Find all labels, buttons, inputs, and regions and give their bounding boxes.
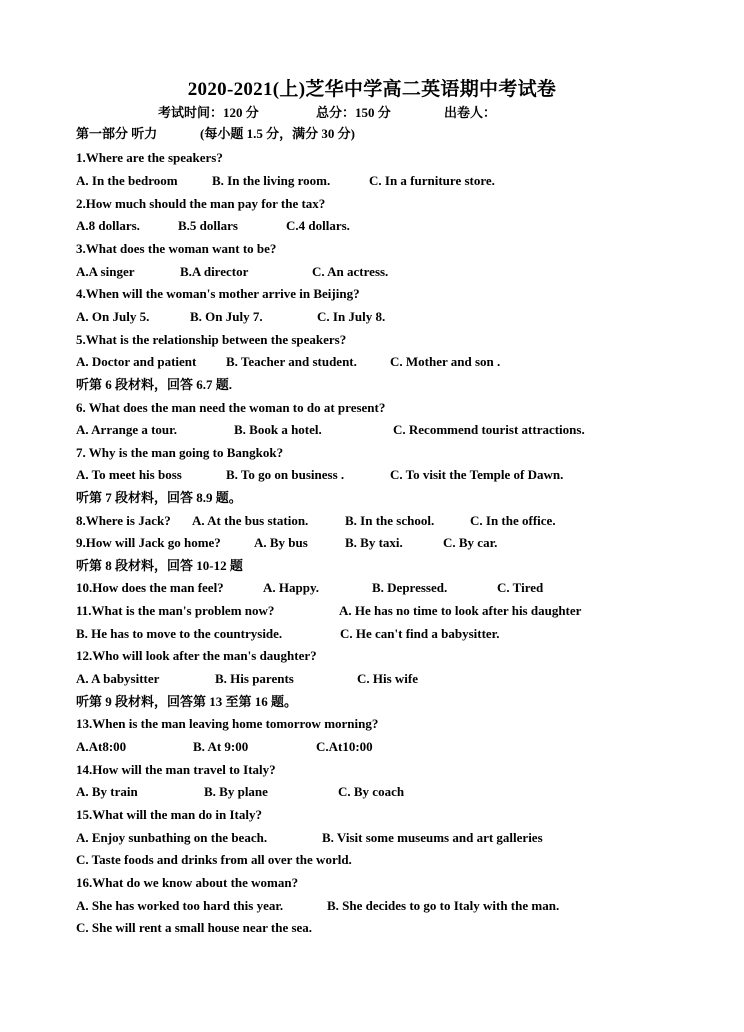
option-a: A. On July 5.: [76, 309, 150, 324]
option-c: C. By car.: [443, 535, 498, 550]
exam-title: 2020-2021(上)芝华中学高二英语期中考试卷: [187, 79, 557, 100]
option-c: C. Recommend tourist attractions.: [393, 422, 585, 437]
question-7: 7. Why is the man going to Bangkok?: [76, 445, 284, 460]
question-3: 3.What does the woman want to be?: [76, 241, 277, 256]
option-a: A.At8:00: [76, 739, 127, 754]
option-a: A.8 dollars.: [76, 218, 140, 233]
section-title: 第一部分 听力: [76, 126, 158, 141]
question-text: 8.Where is Jack?: [76, 513, 171, 528]
option-c: C. His wife: [357, 671, 419, 686]
option-a: A.A singer: [76, 264, 135, 279]
listening-section-8: 听第 8 段材料，回答 10-12 题: [76, 558, 243, 573]
option-c: C. To visit the Temple of Dawn.: [390, 467, 564, 482]
option-a: A. Enjoy sunbathing on the beach.: [76, 830, 268, 845]
option-a: A. In the bedroom: [76, 173, 178, 188]
option-c: C.4 dollars.: [286, 218, 350, 233]
option-b: B. By taxi.: [345, 535, 403, 550]
option-c: C. In the office.: [470, 513, 556, 528]
option-b: B. By plane: [204, 784, 268, 799]
option-c: C.At10:00: [316, 739, 373, 754]
option-a: A. She has worked too hard this year.: [76, 898, 284, 913]
question-text: 10.How does the man feel?: [76, 580, 224, 595]
option-c: C. Taste foods and drinks from all over the world.: [76, 852, 352, 867]
option-a: A. Doctor and patient: [76, 354, 197, 369]
total-score: 总分：150 分: [316, 105, 391, 120]
exam-author: 出卷人：: [444, 105, 497, 120]
exam-time: 考试时间：120 分: [158, 105, 259, 120]
option-b: B. Book a hotel.: [234, 422, 322, 437]
option-b: B. She decides to go to Italy with the man.: [327, 898, 560, 913]
question-13: 13.When is the man leaving home tomorrow morning?: [76, 716, 379, 731]
option-b: B.5 dollars: [178, 218, 238, 233]
question-5: 5.What is the relationship between the speakers?: [76, 332, 347, 347]
question-12: 12.Who will look after the man's daughter?: [76, 648, 317, 663]
question-text: 11.What is the man's problem now?: [76, 603, 275, 618]
option-a: A. To meet his boss: [76, 467, 182, 482]
option-c: C. An actress.: [312, 264, 389, 279]
option-a: A. At the bus station.: [192, 513, 309, 528]
option-a: A. He has no time to look after his daughter: [339, 603, 582, 618]
option-b: B. Depressed.: [372, 580, 448, 595]
option-b: B. His parents: [215, 671, 294, 686]
question-16: 16.What do we know about the woman?: [76, 875, 299, 890]
question-text: 9.How will Jack go home?: [76, 535, 221, 550]
listening-section-6: 听第 6 段材料，回答 6.7 题.: [76, 377, 233, 392]
option-a: A. A babysitter: [76, 671, 160, 686]
question-1: 1.Where are the speakers?: [76, 150, 223, 165]
option-c: C. In July 8.: [317, 309, 386, 324]
option-a: A. By train: [76, 784, 138, 799]
listening-section-9: 听第 9 段材料，回答第 13 至第 16 题。: [76, 694, 298, 709]
option-b: B. In the school.: [345, 513, 435, 528]
option-a: A. Happy.: [263, 580, 319, 595]
option-b: B. Visit some museums and art galleries: [322, 830, 543, 845]
question-15: 15.What will the man do in Italy?: [76, 807, 262, 822]
option-c: C. Mother and son .: [390, 354, 501, 369]
option-b: B. On July 7.: [190, 309, 263, 324]
option-b: B. To go on business .: [226, 467, 345, 482]
listening-section-7: 听第 7 段材料，回答 8.9 题。: [76, 490, 242, 505]
section-note: (每小题 1.5 分，满分 30 分): [200, 126, 355, 141]
option-b: B. At 9:00: [193, 739, 249, 754]
option-c: C. In a furniture store.: [369, 173, 495, 188]
option-b: B.A director: [180, 264, 249, 279]
option-c: C. She will rent a small house near the sea.: [76, 920, 313, 935]
option-c: C. Tired: [497, 580, 544, 595]
option-b: B. He has to move to the countryside.: [76, 626, 283, 641]
option-c: C. By coach: [338, 784, 405, 799]
option-a: A. By bus: [254, 535, 308, 550]
option-a: A. Arrange a tour.: [76, 422, 177, 437]
question-14: 14.How will the man travel to Italy?: [76, 762, 276, 777]
option-b: B. Teacher and student.: [226, 354, 357, 369]
option-c: C. He can't find a babysitter.: [340, 626, 500, 641]
question-6: 6. What does the man need the woman to do at present?: [76, 400, 386, 415]
question-2: 2.How much should the man pay for the tax?: [76, 196, 326, 211]
question-4: 4.When will the woman's mother arrive in Beijing?: [76, 286, 360, 301]
option-b: B. In the living room.: [212, 173, 331, 188]
